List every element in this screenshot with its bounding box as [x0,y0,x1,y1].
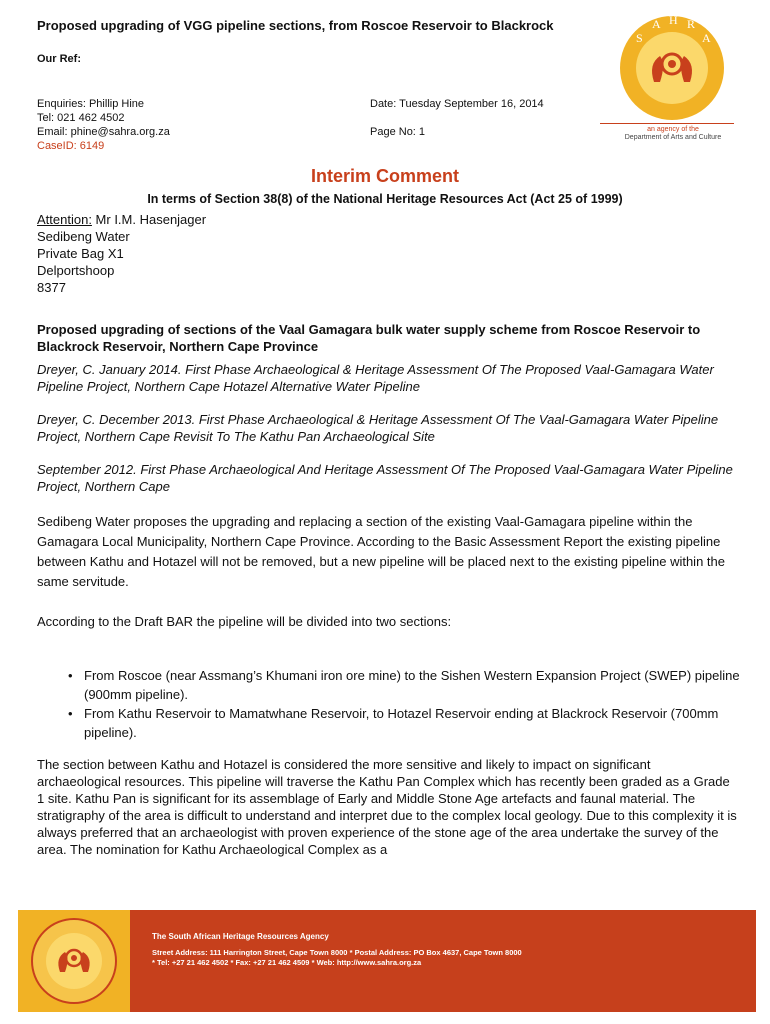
comment-heading: Interim Comment [310,166,460,186]
case-id: CaseID: 6149 [37,140,105,152]
body-paragraph-3: The section between Kathu and Hotazel is considered the more sensitive and likely to impact on significant archaeological resources. This pipeline will traverse the Kathu Pan Complex which has recently been graded as a Grade 1 site. Kathu Pan is significant for its assemblage of Early and Middle Stone Age artefacts and faunal material. The stratigraphy of the area is difficult to understand and interpret due to the complex local geology. Due to this complexity it is always preferred that an archaeologist with proven experience of the stone age of the area undertake the survey of the area. The nomination for Kathu Archaeological Complex as a [37,757,737,857]
legal-basis: In terms of Section 38(8) of the National Heritage Resources Act (Act 25 of 1999) [147,192,623,206]
logo-caption [598,126,748,142]
enquiries-email: Email: phine@sahra.org.za [37,126,170,138]
address-line3: Delportshoop [37,263,115,278]
footer-address-line2: * Tel: +27 21 462 4502 * Fax: +27 21 462 4509 * Web: http://www.sahra.org.za [152,958,422,967]
enquiries-name: Enquiries: Phillip Hine [37,98,144,110]
logo-divider [600,123,734,124]
document-title: Proposed upgrading of VGG pipeline sections, from Roscoe Reservoir to Blackrock [37,18,554,33]
address-line2: Private Bag X1 [37,246,124,261]
date-block [370,97,544,139]
footer-logo [18,910,130,1012]
section-list [37,666,770,742]
attention-label: Attention: [37,212,92,227]
logo-caption-line1: an agency of the [647,126,699,133]
ring-letter-a: A [652,17,661,31]
list-item: • From Roscoe (near Assmang’s Khumani iron ore mine) to the Sishen Western Expansion Project (SWEP) pipeline (900mm pipeline). [84,666,770,704]
ring-letter-s: S [636,31,643,45]
body-paragraph-2: According to the Draft BAR the pipeline will be divided into two sections: [37,614,452,629]
page-number: Page No: 1 [370,126,426,138]
recipient-address [37,211,206,296]
address-line4: 8377 [37,280,66,295]
ring-letter-h: H [669,13,678,27]
attention-line [37,211,206,228]
footer-address-line1: Street Address: 111 Harrington Street, Cape Town 8000 * Postal Address: PO Box 4637, Cape Town 8000 [152,948,522,957]
footer-organisation: The South African Heritage Resources Agency [152,932,329,941]
enquiries-block [37,97,170,153]
reference-3: September 2012. First Phase Archaeological And Heritage Assessment Of The Proposed Vaal-Gamagara Water Pipeline Project, Northern Cape [37,462,733,494]
list-item: • From Kathu Reservoir to Mamatwhane Reservoir, to Hotazel Reservoir ending at Blackrock Reservoir (700mm pipeline). [84,704,770,742]
document-date: Date: Tuesday September 16, 2014 [370,98,544,110]
address-line1: Sedibeng Water [37,229,130,244]
ring-letter-r: R [687,17,696,31]
footer-contact [152,948,522,968]
body-paragraph-1: Sedibeng Water proposes the upgrading and replacing a section of the existing Vaal-Gamagara pipeline within the Gamagara Local Municipality, Northern Cape Province. According to the Basic Assessment Report the existing pipeline between Kathu and Hotazel will not be removed, but a new pipeline will be placed next to the existing pipeline within the same servitude. [37,514,725,589]
enquiries-tel: Tel: 021 462 4502 [37,112,125,124]
our-ref-label: Our Ref: [37,53,81,65]
ring-letter-a2: A [702,31,711,45]
logo-caption-line2: Department of Arts and Culture [624,134,722,141]
reference-1: Dreyer, C. January 2014. First Phase Archaeological & Heritage Assessment Of The Proposed Vaal-Gamagara Water Pipeline Project, Northern Cape Hotazel Alternative Water Pipeline [37,362,714,394]
reference-2: Dreyer, C. December 2013. First Phase Archaeological & Heritage Assessment Of The Vaal-Gamagara Water Pipeline Project, Northern Cape Revisit To The Kathu Pan Archaeological Site [37,412,719,444]
attention-name: Mr I.M. Hasenjager [91,212,207,227]
subject-heading: Proposed upgrading of sections of the Vaal Gamagara bulk water supply scheme from Roscoe Reservoir to Blackrock Reservoir, Northern Cape Province [37,322,701,354]
